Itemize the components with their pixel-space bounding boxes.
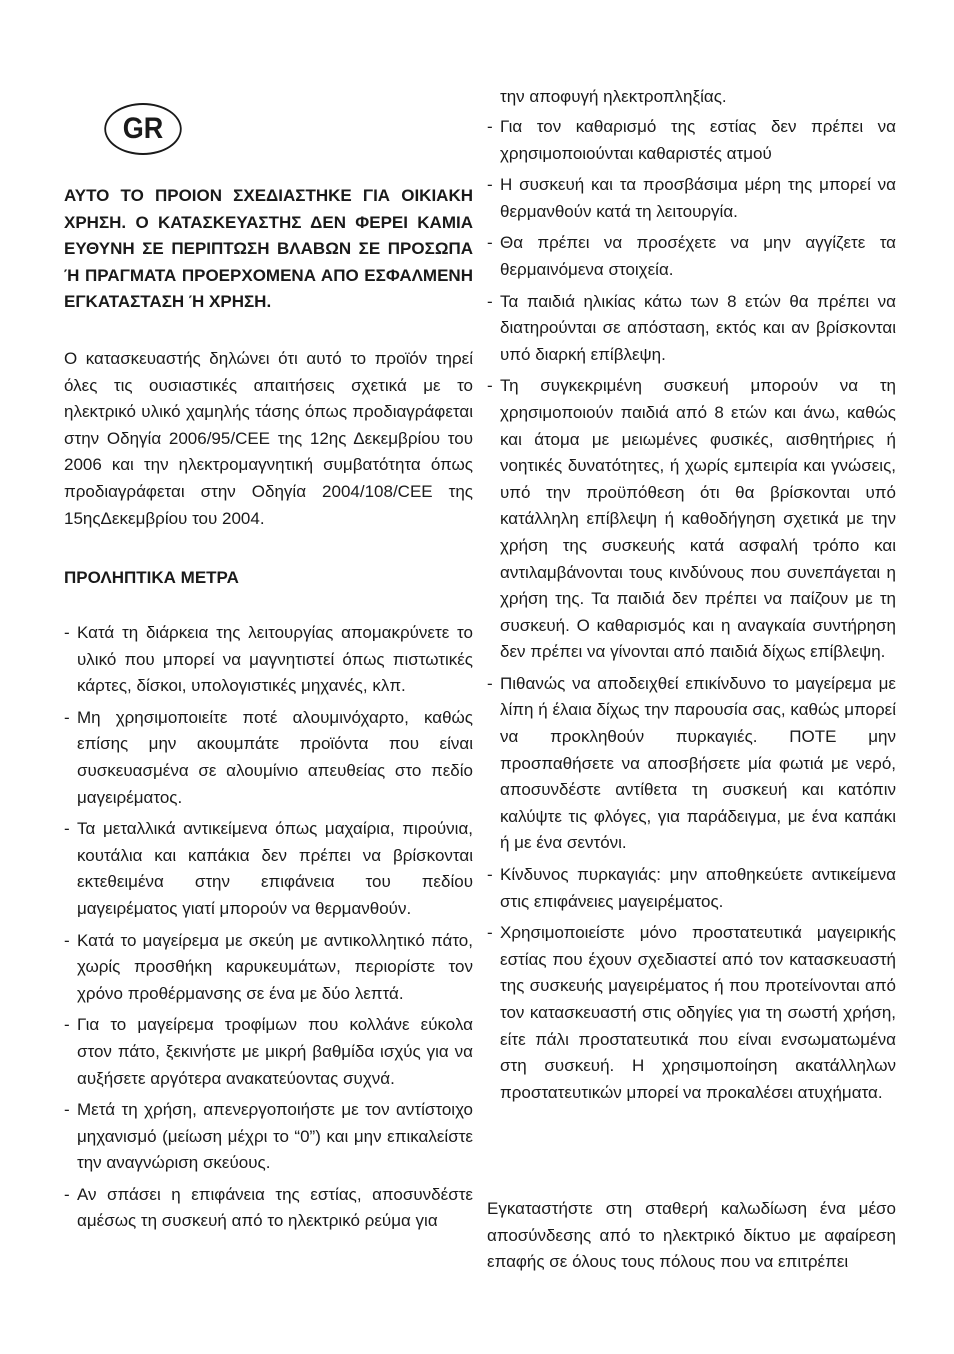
installation-paragraph: Εγκαταστήστε στη σταθερή καλωδίωση ένα μέσο αποσύνδεσης από το ηλεκτρικό δίκτυο με αφαίρεση επαφής σε όλους τους πόλους που να επιτρέπει (487, 1199, 896, 1272)
list-item: - Τα παιδιά ηλικίας κάτω των 8 ετών θα πρέπει να διατηρούνται σε απόσταση, εκτός και αν βρίσκονται υπό διαρκή επίβλεψη. (487, 289, 896, 369)
list-item: - Η συσκευή και τα προσβάσιμα μέρη της μπορεί να θερμανθούν κατά τη λειτουργία. (487, 172, 896, 225)
list-item: - Πιθανώς να αποδειχθεί επικίνδυνο το μαγείρεμα με λίπη ή έλαια δίχως την παρουσία σας, καθώς μπορεί να προκληθούν πυρκαγιές. ΠΟΤΕ μην προσπαθήσετε να αποσβήσετε μία φωτιά με νερό, αποσυνδέστε αντίθετα τη συσκευή και κατόπιν καλύψτε τις φλόγες, για παράδειγμα, με ένα καπάκι ή με ένα σεντόνι. (487, 671, 896, 857)
list-item-continuation: την αποφυγή ηλεκτροπληξίας. (500, 87, 727, 106)
precautions-list-right (487, 114, 896, 1111)
list-item: - Κατά τη διάρκεια της λειτουργίας απομακρύνετε το υλικό που μπορεί να μαγνητιστεί όπως πιστωτικές κάρτες, δίσκοι, υπολογιστικές μηχανές, κλπ. (64, 620, 473, 700)
precautions-list-left (64, 620, 473, 1240)
list-item: - Τα μεταλλικά αντικείμενα όπως μαχαίρια, πιρούνια, κουτάλια και καπάκια δεν πρέπει να βρίσκονται εκτεθειμένα στην επιφάνεια του πεδίου μαγειρέματος γιατί μπορούν να θερμανθούν. (64, 816, 473, 922)
list-item: - Μετά τη χρήση, απενεργοποιήστε με τον αντίστοιχο μηχανισμό (μείωση μέχρι το “0”) και μην επικαλείστε την αναγνώριση σκεύους. (64, 1097, 473, 1177)
language-badge (104, 103, 181, 155)
list-item: - Τη συγκεκριμένη συσκευή μπορούν να τη χρησιμοποιούν παιδιά από 8 ετών και άνω, καθώς και άτομα με μειωμένες φυσικές, αισθητήριες ή νοητικές δυνατότητες, ή χωρίς εμπειρία και γνώσεις, υπό την προϋπόθεση ότι θα βρίσκονται υπό κατάλληλη επίβλεψη ή καθοδήγηση σχετικά με την χρήση της συσκευής κατά ασφαλή τρόπο και αντιλαμβάνονται τους κινδύνους που συνεπάγεται η χρήση της. Τα παιδιά δεν πρέπει να παίζουν με τη συσκευή. Ο καθαρισμός και η αναγκαία συντήρηση δεν πρέπει να γίνονται από παιδιά δίχως επίβλεψη. (487, 373, 896, 666)
section-heading: ΠΡΟΛΗΠΤΙΚΑ ΜΕΤΡΑ (64, 568, 239, 587)
list-item: - Χρησιμοποιείστε μόνο προστατευτικά μαγειρικής εστίας που έχουν σχεδιαστεί από τον κατασκευαστή της συσκευής μαγειρέματος ή που προτείνονται από τον κατασκευαστή στις οδηγίες για τη σωστή χρήση, είτε πάλι προστατευτικά που είναι ενσωματωμένα στη συσκευή. Η χρησιμοποίηση ακατάλληλων προστατευτικών μπορεί να προκαλέσει ατυχήματα. (487, 920, 896, 1106)
list-item: - Για τον καθαρισμό της εστίας δεν πρέπει να χρησιμοποιούνται καθαριστές ατμού (487, 114, 896, 167)
compliance-statement: Ο κατασκευαστής δηλώνει ότι αυτό το προϊόν τηρεί όλες τις ουσιαστικές απαιτήσεις σχετικά με το ηλεκτρικό υλικό χαμηλής τάσης όπως προδιαγράφεται στην Οδηγία 2006/95/CEE της 12ης Δεκεμβρίου του 2006 και την ηλεκτρομαγνητική συμβατότητα όπως προδιαγράφεται στην Οδηγία 2004/108/CEE της 15ηςΔεκεμβρίου του 2004. (64, 349, 473, 528)
list-item: - Μη χρησιμοποιείτε ποτέ αλουμινόχαρτο, καθώς επίσης μην ακουμπάτε προϊόντα που είναι συσκευασμένα σε αλουμίνιο απευθείας στο πεδίο μαγειρέματος. (64, 705, 473, 811)
list-item: - Για το μαγείρεμα τροφίμων που κολλάνε εύκολα στον πάτο, ξεκινήστε με μικρή βαθμίδα ισχύς για να αυξήσετε αργότερα ανακατεύοντας συχνά. (64, 1012, 473, 1092)
list-item: - Κατά το μαγείρεμα με σκεύη με αντικολλητικό πάτο, χωρίς προσθήκη καρυκευμάτων, περιορίστε τον χρόνο προθέρμανσης σε ένα με δύο λεπτά. (64, 928, 473, 1008)
list-item: - Κίνδυνος πυρκαγιάς: μην αποθηκεύετε αντικείμενα στις επιφάνειες μαγειρέματος. (487, 862, 896, 915)
language-badge-label: GR (122, 112, 164, 145)
liability-warning: ΑΥΤΟ ΤΟ ΠΡΟΙΟΝ ΣΧΕΔΙΑΣΤΗΚΕ ΓΙΑ ΟΙΚΙΑΚΗ ΧΡΗΣΗ. Ο ΚΑΤΑΣΚΕΥΑΣΤΗΣ ΔΕΝ ΦΕΡΕΙ ΚΑΜΙΑ ΕΥΘΥΝΗ ΣΕ ΠΕΡΙΠΤΩΣΗ ΒΛΑΒΩΝ ΣΕ ΠΡΟΣΩΠΑ Ή ΠΡΑΓΜΑΤΑ ΠΡΟΕΡΧΟΜΕΝΑ ΑΠΟ ΕΣΦΑΛΜΕΝΗ ΕΓΚΑΤΑΣΤΑΣΗ Ή ΧΡΗΣΗ. (64, 186, 473, 312)
list-item: - Αν σπάσει η επιφάνεια της εστίας, αποσυνδέστε αμέσως τη συσκευή από το ηλεκτρικό ρεύμα για (64, 1182, 473, 1235)
list-item: - Θα πρέπει να προσέχετε να μην αγγίζετε τα θερμαινόμενα στοιχεία. (487, 230, 896, 283)
